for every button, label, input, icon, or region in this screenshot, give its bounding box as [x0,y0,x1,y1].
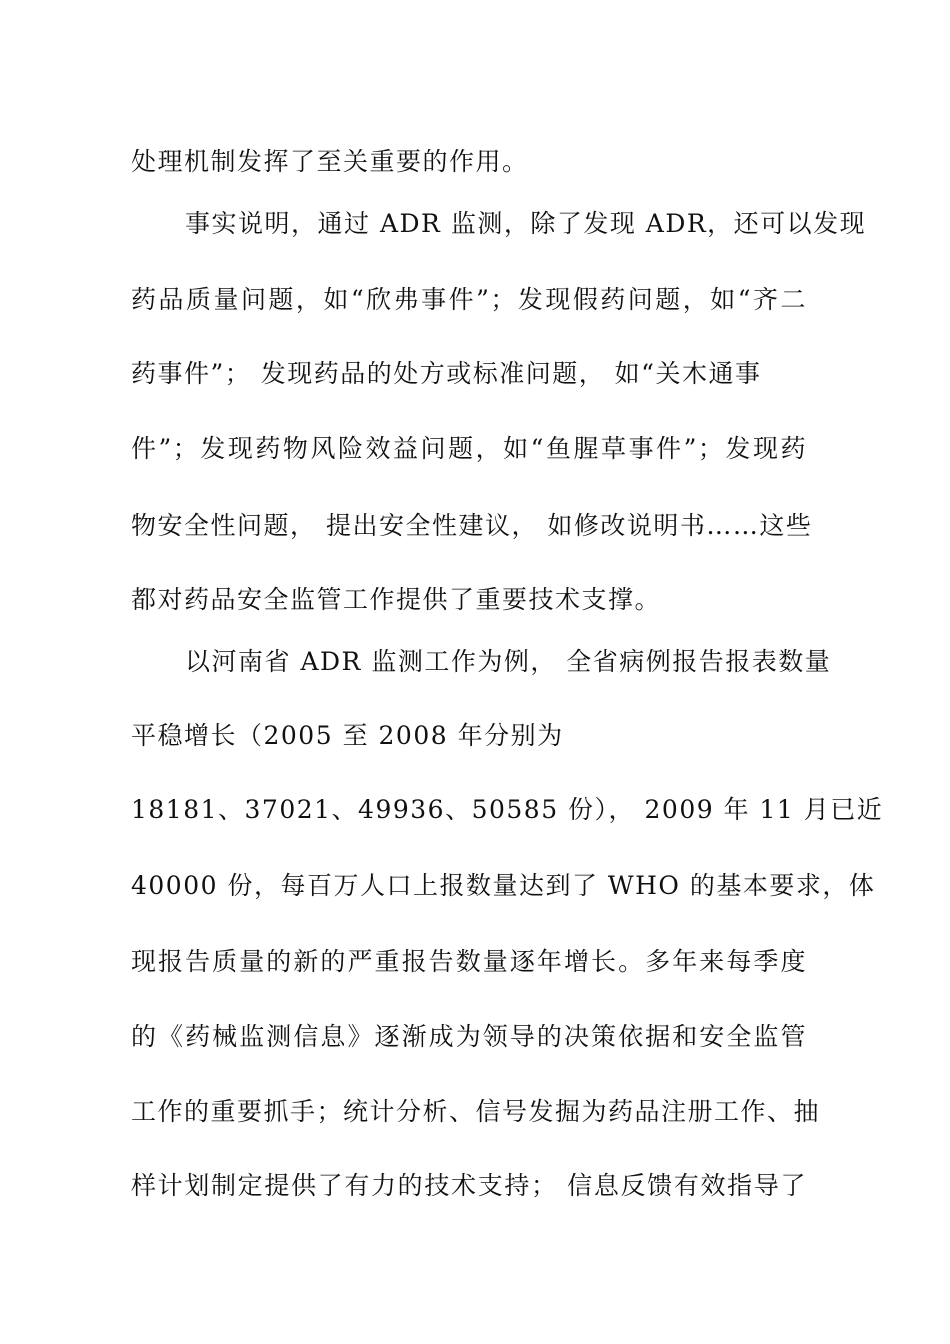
text-line: 18181、37021、49936、50585 份）， 2009 年 11 月已近 [131,795,884,824]
text-line: 的《药械监测信息》逐渐成为领导的决策依据和安全监管 [131,1022,807,1051]
text-line: 物安全性问题， 提出安全性建议， 如修改说明书……这些 [131,511,813,540]
text-line: 药品质量问题，如“欣弗事件”；发现假药问题，如“齐二 [131,285,807,314]
text-line: 件”；发现药物风险效益问题，如“鱼腥草事件”；发现药 [131,434,807,463]
text-line: 现报告质量的新的严重报告数量逐年增长。多年来每季度 [131,947,807,976]
paragraph-first-line: 事实说明，通过 ADR 监测，除了发现 ADR，还可以发现 [185,209,867,238]
text-line: 工作的重要抓手；统计分析、信号发掘为药品注册工作、抽 [131,1097,821,1126]
text-line: 样计划制定提供了有力的技术支持； 信息反馈有效指导了 [131,1171,807,1200]
text-line: 都对药品安全监管工作提供了重要技术支撑。 [131,585,662,614]
text-line: 处理机制发挥了至关重要的作用。 [131,147,529,176]
text-line: 40000 份，每百万人口上报数量达到了 WHO 的基本要求，体 [131,871,876,900]
text-line: 药事件”； 发现药品的处方或标准问题， 如“关木通事 [131,359,762,388]
text-line: 平稳增长（2005 至 2008 年分别为 [131,721,564,750]
paragraph-first-line: 以河南省 ADR 监测工作为例， 全省病例报告报表数量 [185,647,832,676]
